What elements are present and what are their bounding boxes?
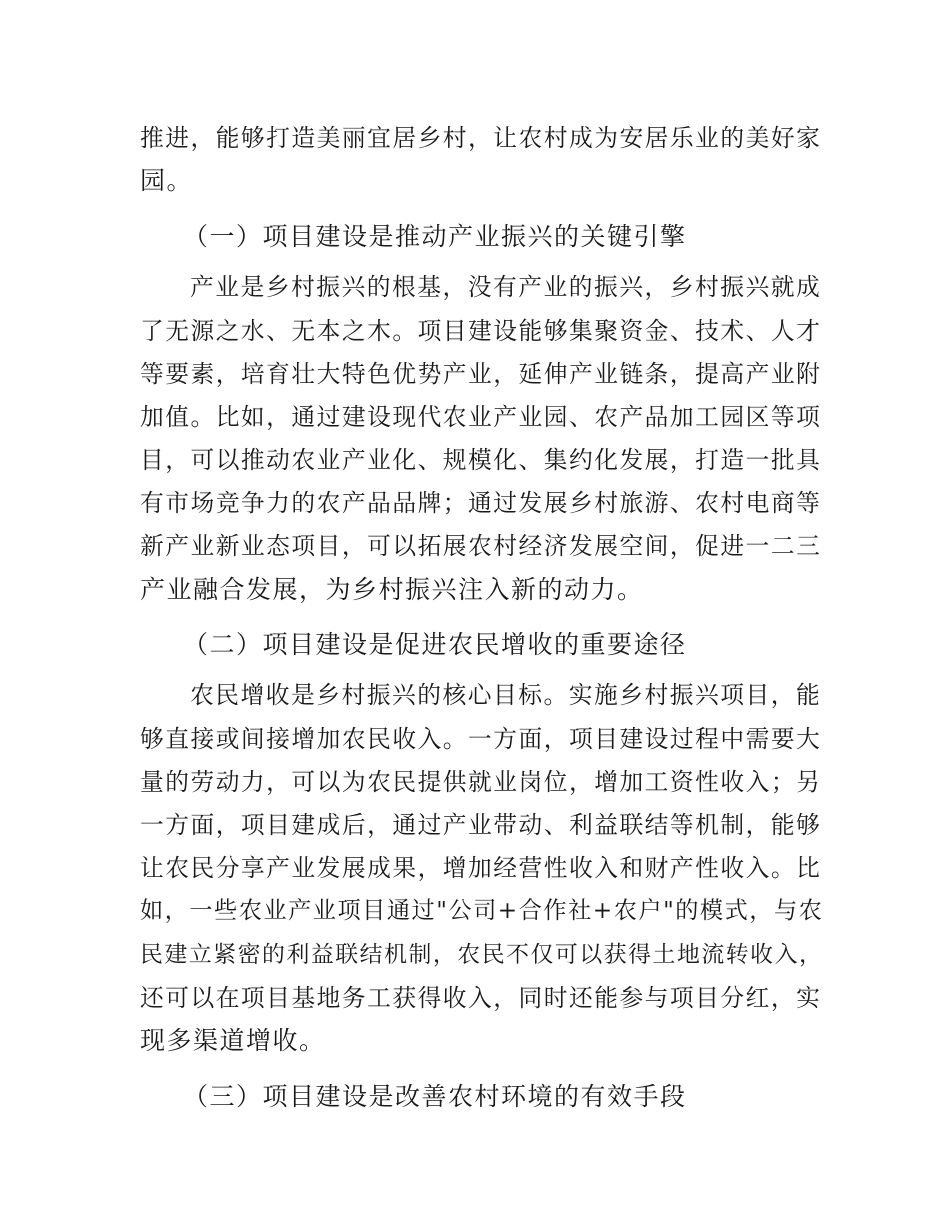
section1-line-3: 等要素，培育壮大特色优势产业，延伸产业链条，提高产业附 — [140, 360, 822, 388]
section1-line-6: 有市场竞争力的农产品品牌；通过发展乡村旅游、农村电商等 — [140, 489, 822, 517]
section1-heading: （一）项目建设是推动产业振兴的关键引擎 — [183, 222, 687, 251]
section1-line-4: 加值。比如，通过建设现代农业产业园、农产品加工园区等项 — [140, 403, 822, 431]
intro-line-1: 推进，能够打造美丽宜居乡村，让农村成为安居乐业的美好家 — [140, 124, 822, 152]
section3-heading: （三）项目建设是改善农村环境的有效手段 — [183, 1082, 687, 1111]
section1-line-5: 目，可以推动农业产业化、规模化、集约化发展，打造一批具 — [140, 446, 822, 474]
section2-line-2: 够直接或间接增加农民收入。一方面，项目建设过程中需要大 — [140, 725, 822, 753]
section2-line-4: 一方面，项目建成后，通过产业带动、利益联结等机制，能够 — [140, 811, 822, 839]
section1-line-2: 了无源之水、无本之木。项目建设能够集聚资金、技术、人才 — [140, 317, 822, 345]
section1-line-7: 新产业新业态项目，可以拓展农村经济发展空间，促进一二三 — [140, 532, 822, 560]
section1-line-1: 产业是乡村振兴的根基，没有产业的振兴，乡村振兴就成 — [190, 273, 822, 301]
section2-line-6: 如，一些农业产业项目通过"公司+合作社+农户"的模式，与农 — [140, 897, 824, 924]
intro-line-2: 园。 — [140, 166, 194, 195]
section2-line-1: 农民增收是乡村振兴的核心目标。实施乡村振兴项目，能 — [190, 681, 822, 709]
section2-line-3: 量的劳动力，可以为农民提供就业岗位，增加工资性收入；另 — [140, 768, 822, 796]
section2-line-5: 让农民分享产业发展成果，增加经营性收入和财产性收入。比 — [140, 854, 822, 882]
section2-line-8: 还可以在项目基地务工获得收入，同时还能参与项目分红，实 — [140, 984, 822, 1012]
section2-line-9: 现多渠道增收。 — [140, 1026, 326, 1055]
section1-line-8: 产业融合发展，为乡村振兴注入新的动力。 — [140, 575, 644, 604]
section2-heading: （二）项目建设是促进农民增收的重要途径 — [183, 630, 687, 659]
section2-line-7: 民建立紧密的利益联结机制，农民不仅可以获得土地流转收入， — [140, 942, 824, 968]
